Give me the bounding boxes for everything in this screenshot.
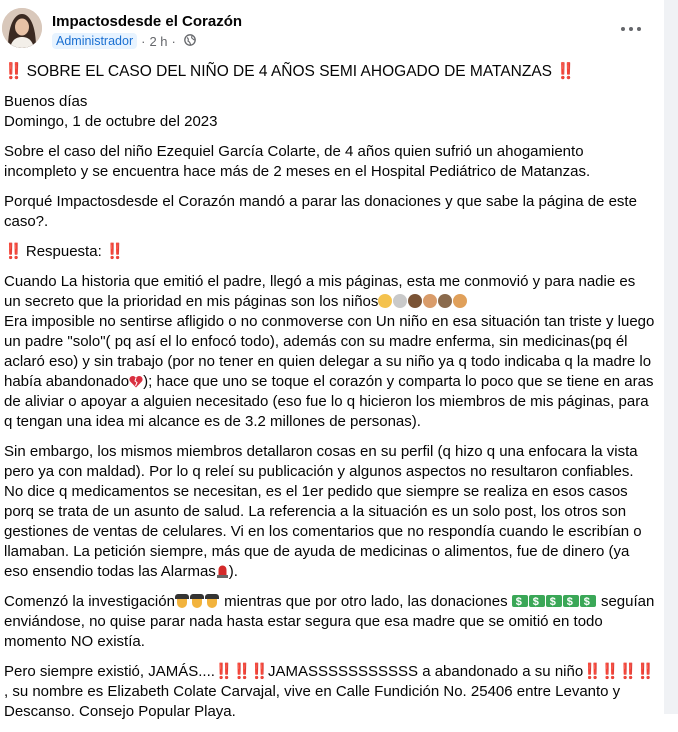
double-exclamation-icon: ‼️	[232, 663, 251, 680]
paragraph-2-text-a: Sin embargo, los mismos miembros detallaron cosas en su perfil (q hizo q una enfocara la vista pero ya con maldad). Por lo q releí su publicación y algunos aspectos no resultaron confiables. No dice q medicamentos se necesitan, es el 1er pedido que siempre se realiza en esos casos porq se trata de un asunto de salud. La referencia a la situación es un solo post, los otros son gestiones de ventas de celulares. Vi en los comentarios que no respondía cuando le escribían o llamaban. La petición siempre, más que de ayuda de medicinas o alimentos, fue de dinero (ya eso ensendio todas las Alarmas	[4, 443, 642, 580]
detective-emoji	[175, 593, 220, 610]
post-body	[4, 62, 656, 732]
paragraph-4-text-c: , su nombre es Elizabeth Colate Carvajal, vive en Calle Fundición No. 25406 entre Levanto y Descanso. Consejo Popular Playa.	[4, 683, 621, 720]
more-options-icon[interactable]	[618, 18, 644, 40]
title-text: SOBRE EL CASO DEL NIÑO DE 4 AÑOS SEMI AHOGADO DE MATANZAS	[26, 63, 553, 80]
paragraph-1-text-c: ); hace que uno se toque el corazón y comparta lo poco que se tiene en aras de aliviar o apoyar a alguien necesitado (eso fue lo q hicieron los miembros de mis páginas, para q tengan una idea mi alcance es de 3.2 millones de personas).	[4, 373, 654, 430]
response-label: Respuesta:	[25, 243, 102, 260]
money-emoji	[512, 593, 597, 610]
response-heading	[4, 242, 656, 262]
paragraph-2	[4, 442, 656, 582]
author-avatar[interactable]	[2, 8, 42, 48]
double-exclamation-icon: ‼️	[4, 243, 22, 260]
paragraph-1-text-a: Cuando La historia que emitió el padre, llegó a mis páginas, esta me conmovió y para nadie es un secreto que la prioridad en mis páginas son los niños	[4, 273, 636, 310]
intro-paragraph: Sobre el caso del niño Ezequiel García Colarte, de 4 años quien sufrió un ahogamiento incompleto y se encuentra hace más de 2 meses en el Hospital Pediátrico de Matanzas.	[4, 143, 591, 180]
paragraph-4-text-b: JAMASSSSSSSSSSS a abandonado a su niño	[267, 663, 584, 680]
double-exclamation-icon: ‼️	[583, 663, 601, 680]
children-faces-emoji	[378, 293, 468, 310]
author-name[interactable]: Impactosdesde el Corazón	[52, 13, 243, 30]
paragraph-4-text-a: Pero siempre existió, JAMÁS....	[4, 663, 215, 680]
paragraph-4	[4, 662, 656, 722]
double-exclamation-icon: ‼️	[4, 63, 23, 80]
double-exclamation-icon: ‼️	[600, 663, 619, 680]
page-gutter	[664, 0, 678, 714]
greeting-text: Buenos días	[4, 93, 88, 110]
post-header	[0, 0, 664, 58]
paragraph-3-text-a: Comenzó la investigación	[4, 593, 175, 610]
paragraph-3-text-c: seguían enviándose, no quise parar nada hasta estar segura que esa madre que se omitió en todo momento NO existía.	[4, 593, 655, 650]
double-exclamation-icon: ‼️	[250, 663, 268, 680]
paragraph-1	[4, 272, 656, 432]
post-time[interactable]: 2 h	[149, 33, 168, 49]
globe-icon[interactable]	[184, 34, 196, 49]
siren-emoji	[216, 563, 229, 580]
paragraph-2-text-b: ).	[228, 563, 238, 580]
date-text: Domingo, 1 de octubre del 2023	[4, 113, 218, 130]
meta-separator: ·	[141, 33, 146, 49]
paragraph-3	[4, 592, 656, 652]
paragraph-1-text-b: Era imposible no sentirse afligido o no conmoverse con Un niño en esa situación tan triste y luego un padre "solo"( pq así el lo enfocó todo), además con su madre enferma, sin medicinas(pq él aclaró eso) y sin trabajo (por no tener en quien delegar a su niño ya q todo indicaba q la madre lo había abandonado	[4, 313, 655, 390]
double-exclamation-icon: ‼️	[636, 663, 654, 680]
post-title	[4, 62, 656, 82]
broken-heart-emoji	[129, 373, 143, 390]
greeting-block	[4, 92, 656, 132]
admin-badge: Administrador	[52, 33, 137, 49]
paragraph-3-text-b: mientras que por otro lado, las donaciones	[219, 593, 512, 610]
double-exclamation-icon: ‼️	[618, 663, 637, 680]
post-meta	[52, 33, 196, 49]
double-exclamation-icon: ‼️	[556, 63, 575, 80]
meta-separator-2: ·	[171, 33, 176, 49]
double-exclamation-icon: ‼️	[105, 243, 124, 260]
question-paragraph: Porqué Impactosdesde el Corazón mandó a parar las donaciones y que sabe la página de este caso?.	[4, 193, 637, 230]
double-exclamation-icon: ‼️	[214, 663, 233, 680]
